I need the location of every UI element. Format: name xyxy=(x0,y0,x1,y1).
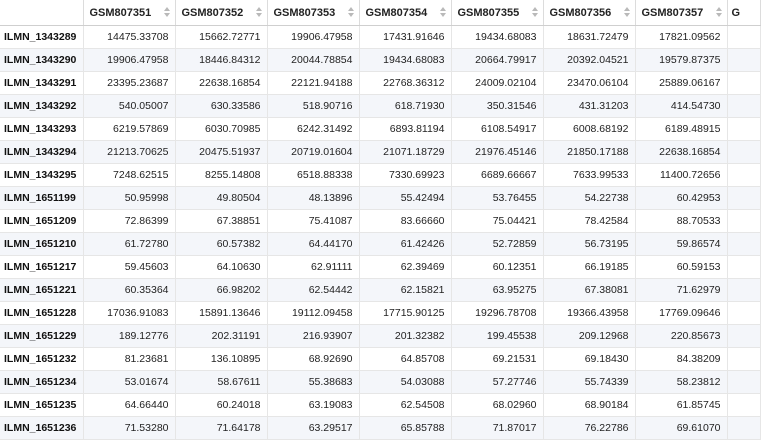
value-cell: 6242.31492 xyxy=(267,118,359,141)
value-cell: 58.67611 xyxy=(175,371,267,394)
value-cell-partial xyxy=(727,210,760,233)
value-cell: 17769.09646 xyxy=(635,302,727,325)
column-header[interactable]: GSM807352 xyxy=(175,0,267,26)
value-cell: 6008.68192 xyxy=(543,118,635,141)
value-cell: 630.33586 xyxy=(175,95,267,118)
value-cell: 69.21531 xyxy=(451,348,543,371)
value-cell: 64.66440 xyxy=(83,394,175,417)
value-cell: 84.38209 xyxy=(635,348,727,371)
row-name-cell: ILMN_1651199 xyxy=(0,187,83,210)
column-header[interactable]: GSM807355 xyxy=(451,0,543,26)
value-cell: 6189.48915 xyxy=(635,118,727,141)
value-cell: 58.23812 xyxy=(635,371,727,394)
value-cell: 59.86574 xyxy=(635,233,727,256)
value-cell: 8255.14808 xyxy=(175,164,267,187)
value-cell: 68.90184 xyxy=(543,394,635,417)
sort-icon[interactable] xyxy=(164,7,170,19)
value-cell: 63.19083 xyxy=(267,394,359,417)
value-cell: 59.45603 xyxy=(83,256,175,279)
value-cell-partial xyxy=(727,26,760,49)
value-cell-partial xyxy=(727,49,760,72)
value-cell: 19434.68083 xyxy=(359,49,451,72)
value-cell: 67.38081 xyxy=(543,279,635,302)
column-header[interactable]: GSM807357 xyxy=(635,0,727,26)
value-cell: 66.98202 xyxy=(175,279,267,302)
value-cell: 201.32382 xyxy=(359,325,451,348)
table-row xyxy=(0,325,760,348)
value-cell-partial xyxy=(727,72,760,95)
row-name-cell: ILMN_1343290 xyxy=(0,49,83,72)
value-cell: 62.54442 xyxy=(267,279,359,302)
table-row xyxy=(0,49,760,72)
table-row xyxy=(0,348,760,371)
value-cell: 136.10895 xyxy=(175,348,267,371)
value-cell: 63.95275 xyxy=(451,279,543,302)
value-cell: 17715.90125 xyxy=(359,302,451,325)
value-cell: 6893.81194 xyxy=(359,118,451,141)
value-cell-partial xyxy=(727,302,760,325)
value-cell: 6030.70985 xyxy=(175,118,267,141)
table-row xyxy=(0,417,760,440)
value-cell: 54.03088 xyxy=(359,371,451,394)
value-cell: 75.04421 xyxy=(451,210,543,233)
value-cell: 55.74339 xyxy=(543,371,635,394)
row-name-cell: ILMN_1343294 xyxy=(0,141,83,164)
value-cell: 11400.72656 xyxy=(635,164,727,187)
value-cell: 21976.45146 xyxy=(451,141,543,164)
value-cell: 48.13896 xyxy=(267,187,359,210)
row-name-cell: ILMN_1651221 xyxy=(0,279,83,302)
value-cell: 68.92690 xyxy=(267,348,359,371)
value-cell-partial xyxy=(727,118,760,141)
row-name-cell: ILMN_1651210 xyxy=(0,233,83,256)
value-cell: 60.59153 xyxy=(635,256,727,279)
value-cell-partial xyxy=(727,256,760,279)
value-cell-partial xyxy=(727,164,760,187)
value-cell: 19366.43958 xyxy=(543,302,635,325)
table-row xyxy=(0,302,760,325)
value-cell: 67.38851 xyxy=(175,210,267,233)
value-cell: 69.61070 xyxy=(635,417,727,440)
row-name-cell: ILMN_1343291 xyxy=(0,72,83,95)
value-cell: 7633.99533 xyxy=(543,164,635,187)
value-cell: 52.72859 xyxy=(451,233,543,256)
row-name-cell: ILMN_1651234 xyxy=(0,371,83,394)
value-cell-partial xyxy=(727,187,760,210)
value-cell: 23470.06104 xyxy=(543,72,635,95)
value-cell: 7330.69923 xyxy=(359,164,451,187)
value-cell: 71.53280 xyxy=(83,417,175,440)
value-cell: 18631.72479 xyxy=(543,26,635,49)
value-cell: 17431.91646 xyxy=(359,26,451,49)
value-cell: 64.44170 xyxy=(267,233,359,256)
value-cell: 22638.16854 xyxy=(175,72,267,95)
value-cell: 62.15821 xyxy=(359,279,451,302)
table-row xyxy=(0,95,760,118)
value-cell: 518.90716 xyxy=(267,95,359,118)
row-names-header xyxy=(0,0,83,26)
value-cell: 64.85708 xyxy=(359,348,451,371)
value-cell: 431.31203 xyxy=(543,95,635,118)
row-name-cell: ILMN_1343293 xyxy=(0,118,83,141)
value-cell: 19112.09458 xyxy=(267,302,359,325)
row-name-cell: ILMN_1651209 xyxy=(0,210,83,233)
row-name-cell: ILMN_1651236 xyxy=(0,417,83,440)
table-row xyxy=(0,141,760,164)
value-cell: 50.95998 xyxy=(83,187,175,210)
value-cell: 414.54730 xyxy=(635,95,727,118)
value-cell: 17821.09562 xyxy=(635,26,727,49)
value-cell: 60.35364 xyxy=(83,279,175,302)
value-cell: 55.38683 xyxy=(267,371,359,394)
column-header[interactable]: GSM807351 xyxy=(83,0,175,26)
value-cell: 65.85788 xyxy=(359,417,451,440)
value-cell: 19579.87375 xyxy=(635,49,727,72)
value-cell: 20719.01604 xyxy=(267,141,359,164)
value-cell: 53.76455 xyxy=(451,187,543,210)
value-cell: 88.70533 xyxy=(635,210,727,233)
value-cell: 62.54508 xyxy=(359,394,451,417)
table-row xyxy=(0,72,760,95)
value-cell: 78.42584 xyxy=(543,210,635,233)
row-name-cell: ILMN_1651228 xyxy=(0,302,83,325)
value-cell: 350.31546 xyxy=(451,95,543,118)
value-cell: 71.62979 xyxy=(635,279,727,302)
value-cell: 540.05007 xyxy=(83,95,175,118)
table-row xyxy=(0,118,760,141)
value-cell: 83.66660 xyxy=(359,210,451,233)
value-cell: 199.45538 xyxy=(451,325,543,348)
table-row xyxy=(0,26,760,49)
value-cell: 71.87017 xyxy=(451,417,543,440)
column-header-partial[interactable]: G xyxy=(727,0,760,26)
value-cell-partial xyxy=(727,394,760,417)
value-cell-partial xyxy=(727,371,760,394)
table-row xyxy=(0,256,760,279)
table-body xyxy=(0,26,760,440)
table-row xyxy=(0,394,760,417)
value-cell: 21071.18729 xyxy=(359,141,451,164)
value-cell: 19434.68083 xyxy=(451,26,543,49)
value-cell: 209.12968 xyxy=(543,325,635,348)
value-cell-partial xyxy=(727,95,760,118)
value-cell: 22121.94188 xyxy=(267,72,359,95)
value-cell: 76.22786 xyxy=(543,417,635,440)
value-cell: 17036.91083 xyxy=(83,302,175,325)
value-cell: 66.19185 xyxy=(543,256,635,279)
header-row xyxy=(0,0,760,26)
value-cell: 6219.57869 xyxy=(83,118,175,141)
table-row xyxy=(0,210,760,233)
value-cell-partial xyxy=(727,279,760,302)
value-cell-partial xyxy=(727,348,760,371)
value-cell: 25889.06167 xyxy=(635,72,727,95)
value-cell-partial xyxy=(727,141,760,164)
value-cell: 68.02960 xyxy=(451,394,543,417)
value-cell: 64.10630 xyxy=(175,256,267,279)
value-cell: 61.72780 xyxy=(83,233,175,256)
value-cell: 19296.78708 xyxy=(451,302,543,325)
value-cell: 54.22738 xyxy=(543,187,635,210)
column-header[interactable]: GSM807356 xyxy=(543,0,635,26)
value-cell: 19906.47958 xyxy=(267,26,359,49)
value-cell: 75.41087 xyxy=(267,210,359,233)
column-header[interactable]: GSM807354 xyxy=(359,0,451,26)
value-cell: 57.27746 xyxy=(451,371,543,394)
value-cell: 18446.84312 xyxy=(175,49,267,72)
value-cell-partial xyxy=(727,325,760,348)
value-cell: 14475.33708 xyxy=(83,26,175,49)
sort-icon[interactable] xyxy=(624,7,630,19)
value-cell: 20392.04521 xyxy=(543,49,635,72)
value-cell: 49.80504 xyxy=(175,187,267,210)
sort-icon[interactable] xyxy=(348,7,354,19)
value-cell: 15662.72771 xyxy=(175,26,267,49)
sort-icon[interactable] xyxy=(440,7,446,19)
value-cell: 55.42494 xyxy=(359,187,451,210)
value-cell: 63.29517 xyxy=(267,417,359,440)
table-row xyxy=(0,233,760,256)
value-cell: 189.12776 xyxy=(83,325,175,348)
value-cell: 20044.78854 xyxy=(267,49,359,72)
value-cell: 21213.70625 xyxy=(83,141,175,164)
value-cell: 53.01674 xyxy=(83,371,175,394)
sort-icon[interactable] xyxy=(256,7,262,19)
value-cell: 22638.16854 xyxy=(635,141,727,164)
value-cell: 6689.66667 xyxy=(451,164,543,187)
value-cell: 72.86399 xyxy=(83,210,175,233)
row-name-cell: ILMN_1343292 xyxy=(0,95,83,118)
value-cell: 56.73195 xyxy=(543,233,635,256)
column-header[interactable]: GSM807353 xyxy=(267,0,359,26)
value-cell-partial xyxy=(727,233,760,256)
value-cell: 6518.88338 xyxy=(267,164,359,187)
value-cell: 15891.13646 xyxy=(175,302,267,325)
value-cell: 60.42953 xyxy=(635,187,727,210)
value-cell: 7248.62515 xyxy=(83,164,175,187)
value-cell: 220.85673 xyxy=(635,325,727,348)
value-cell: 618.71930 xyxy=(359,95,451,118)
table-row xyxy=(0,371,760,394)
sort-icon[interactable] xyxy=(532,7,538,19)
row-name-cell: ILMN_1343289 xyxy=(0,26,83,49)
table-row xyxy=(0,279,760,302)
value-cell: 62.39469 xyxy=(359,256,451,279)
value-cell: 6108.54917 xyxy=(451,118,543,141)
value-cell: 60.24018 xyxy=(175,394,267,417)
value-cell: 61.42426 xyxy=(359,233,451,256)
value-cell: 202.31191 xyxy=(175,325,267,348)
value-cell-partial xyxy=(727,417,760,440)
row-name-cell: ILMN_1651217 xyxy=(0,256,83,279)
value-cell: 19906.47958 xyxy=(83,49,175,72)
value-cell: 81.23681 xyxy=(83,348,175,371)
value-cell: 60.57382 xyxy=(175,233,267,256)
row-name-cell: ILMN_1651229 xyxy=(0,325,83,348)
value-cell: 21850.17188 xyxy=(543,141,635,164)
value-cell: 61.85745 xyxy=(635,394,727,417)
value-cell: 71.64178 xyxy=(175,417,267,440)
value-cell: 23395.23687 xyxy=(83,72,175,95)
row-name-cell: ILMN_1651232 xyxy=(0,348,83,371)
value-cell: 216.93907 xyxy=(267,325,359,348)
table-row xyxy=(0,187,760,210)
value-cell: 20664.79917 xyxy=(451,49,543,72)
value-cell: 69.18430 xyxy=(543,348,635,371)
sort-icon[interactable] xyxy=(716,7,722,19)
value-cell: 62.91111 xyxy=(267,256,359,279)
row-name-cell: ILMN_1343295 xyxy=(0,164,83,187)
row-name-cell: ILMN_1651235 xyxy=(0,394,83,417)
table-row xyxy=(0,164,760,187)
value-cell: 24009.02104 xyxy=(451,72,543,95)
value-cell: 22768.36312 xyxy=(359,72,451,95)
value-cell: 60.12351 xyxy=(451,256,543,279)
value-cell: 20475.51937 xyxy=(175,141,267,164)
